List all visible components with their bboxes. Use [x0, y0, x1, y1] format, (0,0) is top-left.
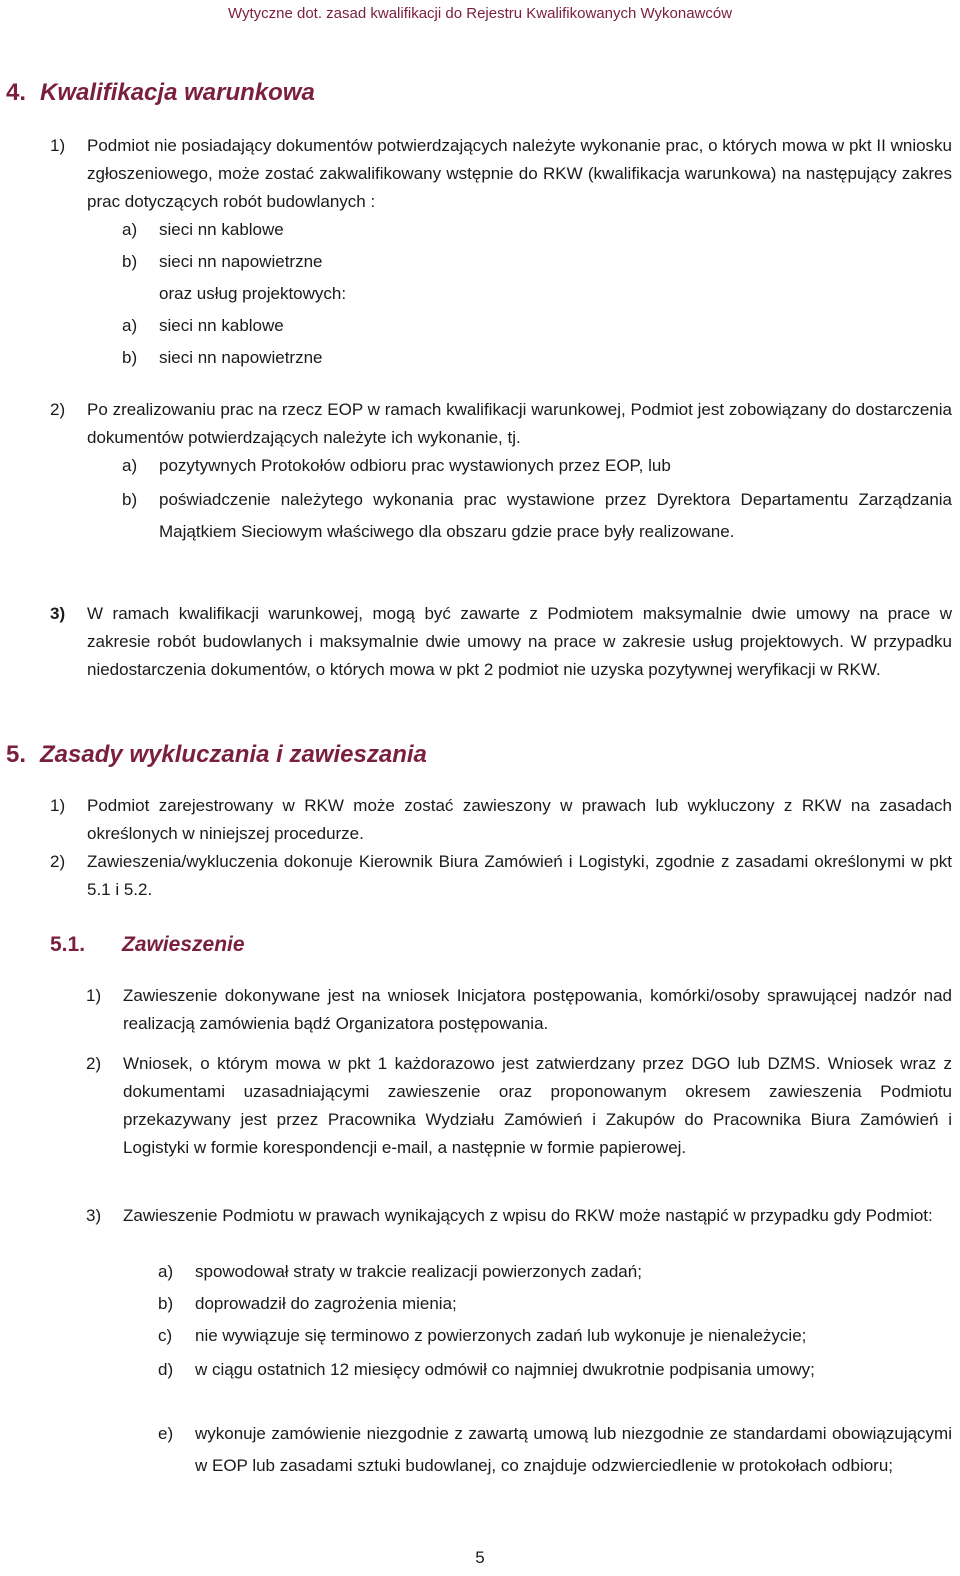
sub-item: b) sieci nn napowietrzne: [122, 348, 323, 367]
section-title: Kwalifikacja warunkowa: [40, 79, 315, 106]
sub-item: c) nie wywiązuje się terminowo z powierzonych zadań lub wykonuje je nienależycie;: [158, 1326, 807, 1345]
item-text: Zawieszenie Podmiotu w prawach wynikających z wpisu do RKW może nastąpić w przypadku gdy Podmiot:: [123, 1206, 933, 1225]
sub-item: a) sieci nn kablowe: [122, 316, 284, 335]
section-title: Zawieszenie: [122, 933, 245, 956]
list-item: [50, 600, 952, 684]
sub-item: b) poświadczenie należytego wykonania prac wystawione przez Dyrektora Departamentu Zarządzania Majątkiem Sieciowym właściwego dla obszaru gdzie prace były realizowane.: [122, 490, 952, 541]
item-text: Wniosek, o którym mowa w pkt 1 każdorazowo jest zatwierdzany przez DGO lub DZMS. Wniosek wraz z dokumentami uzasadniającymi zawieszenie oraz proponowanym okresem zawieszenia Podmiotu przekazywany jest przez Pracownika Wydziału Zamówień i Zakupów do Pracownika Biura Zamówień i Logistyki w formie korespondencji e-mail, a następnie w formie papierowej.: [123, 1054, 952, 1157]
sub-item: a) pozytywnych Protokołów odbioru prac wystawionych przez EOP, lub: [122, 456, 671, 475]
section-number: 5.: [6, 741, 27, 768]
list-item: [86, 1202, 952, 1230]
list-item: [50, 848, 952, 904]
page-number: 5: [475, 1548, 485, 1567]
section-5-heading: [6, 740, 427, 770]
item-number: 1): [50, 136, 66, 155]
sub-item: a) spowodował straty w trakcie realizacji powierzonych zadań;: [158, 1262, 642, 1281]
item-number: 1): [86, 986, 102, 1005]
item-text: Podmiot nie posiadający dokumentów potwierdzających należyte wykonanie prac, o których mowa w pkt II wniosku zgłoszeniowego, może zostać zakwalifikowany wstępnie do RKW (kwalifikacja warunkowa) na następujący zakres prac dotyczących robót budowlanych :: [87, 136, 952, 211]
sub-item: a) sieci nn kablowe: [122, 220, 284, 239]
list-item: [50, 792, 952, 848]
list-item: [50, 396, 952, 452]
sub-item: e) wykonuje zamówienie niezgodnie z zawartą umową lub niezgodnie ze standardami obowiązującymi w EOP lub zasadami sztuki budowlanej, co znajduje odzwierciedlenie w protokołach odbioru;: [158, 1424, 952, 1475]
section-number: 4.: [6, 79, 27, 106]
list-item: [50, 132, 952, 216]
item-text: Podmiot zarejestrowany w RKW może zostać zawieszony w prawach lub wykluczony z RKW na zasadach określonych w niniejszej procedurze.: [87, 796, 952, 843]
item-text: Zawieszenie dokonywane jest na wniosek Inicjatora postępowania, komórki/osoby sprawującej nadzór nad realizacją zamówienia bądź Organizatora postępowania.: [123, 986, 952, 1033]
section-number: 5.1.: [50, 933, 86, 956]
item-text: W ramach kwalifikacji warunkowej, mogą być zawarte z Podmiotem maksymalnie dwie umowy na prace w zakresie robót budowlanych i maksymalnie dwie umowy na prace w zakresie usług projektowych. W przypadku niedostarczenia dokumentów, o których mowa w pkt 2 podmiot nie uzyska pozytywnej weryfikacji w RKW.: [87, 604, 952, 679]
item-text: Zawieszenia/wykluczenia dokonuje Kierownik Biura Zamówień i Logistyki, zgodnie z zasadami określonymi w pkt 5.1 i 5.2.: [87, 852, 952, 899]
item-number: 2): [50, 400, 66, 419]
list-item: [86, 1050, 952, 1162]
list-item: [86, 982, 952, 1038]
sub-text: oraz usług projektowych:: [159, 284, 347, 303]
section-title: Zasady wykluczania i zawieszania: [40, 741, 427, 768]
section-4-heading: [6, 78, 315, 108]
sub-item: d) w ciągu ostatnich 12 miesięcy odmówił co najmniej dwukrotnie podpisania umowy;: [158, 1360, 815, 1379]
item-number: 2): [50, 852, 66, 871]
item-number: 1): [50, 796, 66, 815]
document-header: Wytyczne dot. zasad kwalifikacji do Rejestru Kwalifikowanych Wykonawców: [227, 5, 733, 22]
item-number: 2): [86, 1054, 102, 1073]
item-text: Po zrealizowaniu prac na rzecz EOP w ramach kwalifikacji warunkowej, Podmiot jest zobowiązany do dostarczenia dokumentów potwierdzających należyte ich wykonanie, tj.: [87, 400, 952, 447]
section-5-1-heading: [50, 931, 245, 959]
sub-item: b) doprowadził do zagrożenia mienia;: [158, 1294, 457, 1313]
sub-item: b) sieci nn napowietrzne: [122, 252, 323, 271]
item-number: 3): [50, 604, 66, 623]
item-number: 3): [86, 1206, 102, 1225]
